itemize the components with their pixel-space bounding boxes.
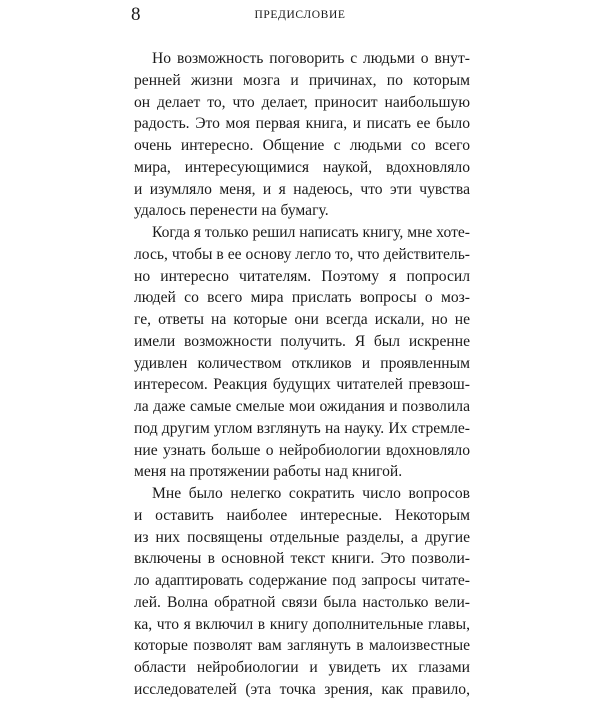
text-line: исследователей (эта точка зрения, как правило, xyxy=(134,680,470,698)
text-line: ло адаптировать содержание под запросы читате- xyxy=(134,572,470,589)
text-line: ге, ответы на которые они всегда искали, но не xyxy=(134,311,470,328)
text-line: лось, чтобы в ее основу легло то, что действитель- xyxy=(134,245,470,263)
text-line: он делает то, что делает, приносит наибольшую xyxy=(134,93,470,111)
text-line: лей. Волна обратной связи была настолько вели- xyxy=(134,593,470,611)
running-head: ПРЕДИСЛОВИЕ xyxy=(254,9,346,21)
page-number: 8 xyxy=(131,4,141,25)
text-line: ла даже самые смелые мои ожидания и позволила xyxy=(134,398,470,415)
text-line: и изумляло меня, и я надеюсь, что эти чувства xyxy=(134,180,470,198)
text-line: включены в основной текст книги. Это позволи- xyxy=(134,550,470,568)
text-line: под другим углом взглянуть на науку. Их стремле- xyxy=(134,419,470,437)
text-line: области нейробиологии и увидеть их глазами xyxy=(134,659,470,676)
text-line: интересом. Реакция будущих читателей превзош- xyxy=(134,376,470,394)
text-line: ренней жизни мозга и причинах, по которым xyxy=(134,71,470,89)
text-line: ка, что я включил в книгу дополнительные главы, xyxy=(134,615,470,633)
text-line: удивлен количеством откликов и проявленным xyxy=(134,354,470,372)
text-line: радость. Это моя первая книга, и писать ее было xyxy=(134,115,470,133)
text-line: удалось перенести на бумагу. xyxy=(134,202,329,220)
text-line: ние узнать больше о нейробиологии вдохновляло xyxy=(134,441,470,459)
text-line: Мне было нелегко сократить число вопросов xyxy=(152,485,470,502)
text-line: Когда я только решил написать книгу, мне хоте- xyxy=(152,224,470,241)
text-line: людей со всего мира прислать вопросы о моз- xyxy=(134,289,470,307)
text-line: которые позволят вам заглянуть в малоизвестные xyxy=(134,637,470,655)
text-line: но интересно читателям. Поэтому я попросил xyxy=(134,267,470,285)
text-line: меня на протяжении работы над книгой. xyxy=(134,463,403,481)
text-line: мира, интересующимися наукой, вдохновляло xyxy=(134,158,470,176)
text-line: Но возможность поговорить с людьми о внут- xyxy=(152,50,470,67)
text-line: имели возможности получить. Я был искренне xyxy=(134,332,470,350)
text-line: из них посвящены отдельные разделы, а другие xyxy=(134,528,470,546)
text-line: и оставить наиболее интересные. Некоторым xyxy=(134,506,470,524)
text-line: очень интересно. Общение с людьми со всего xyxy=(134,137,470,154)
body-text xyxy=(134,48,470,701)
